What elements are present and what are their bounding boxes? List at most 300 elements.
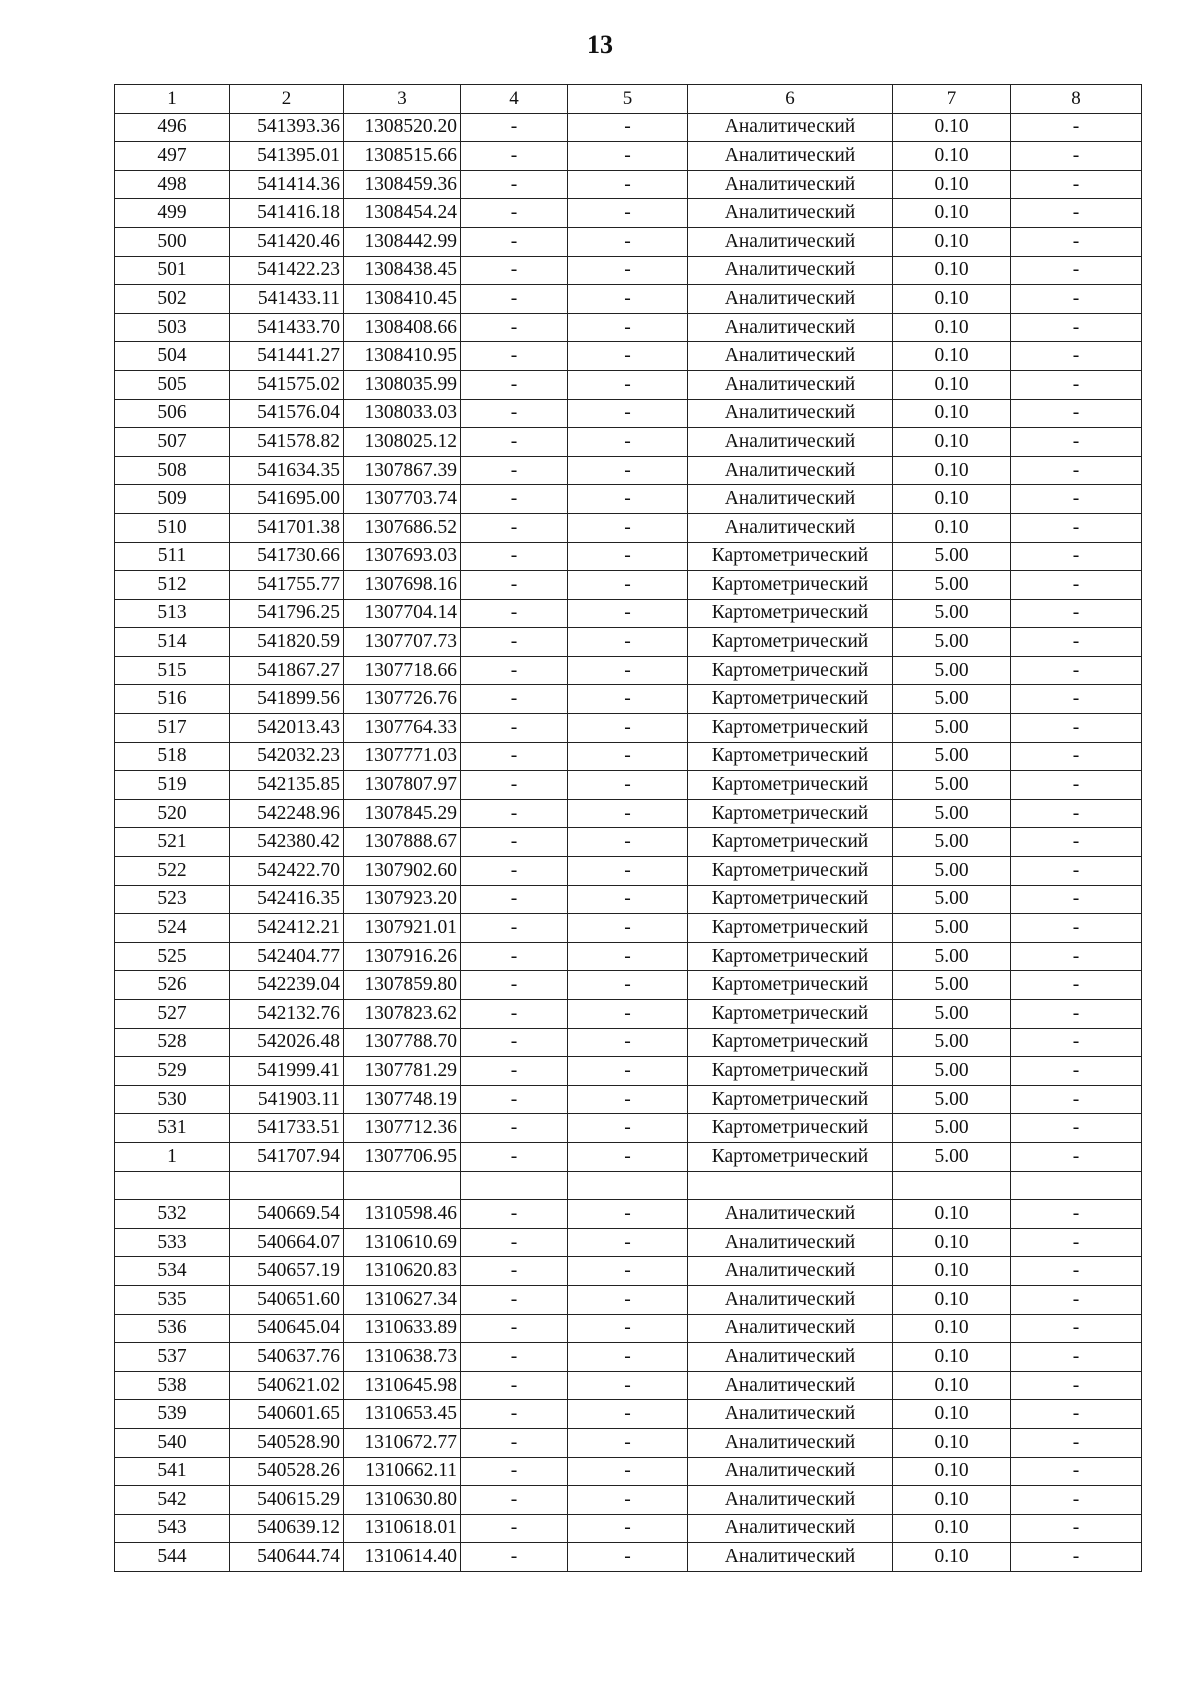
table-row — [115, 1400, 1142, 1429]
table-cell: - — [1011, 685, 1142, 714]
table-cell: 541733.51 — [230, 1114, 344, 1143]
table-cell: 1307703.74 — [344, 485, 461, 514]
table-cell: - — [568, 513, 688, 542]
table-cell: Аналитический — [688, 1371, 893, 1400]
table-row — [115, 599, 1142, 628]
table-cell: 1307764.33 — [344, 714, 461, 743]
table-cell: 1307693.03 — [344, 542, 461, 571]
table-cell: 1308408.66 — [344, 313, 461, 342]
table-cell — [688, 1171, 893, 1200]
table-cell: 541420.46 — [230, 227, 344, 256]
table-cell: 540669.54 — [230, 1200, 344, 1229]
table-cell: - — [568, 256, 688, 285]
table-cell: - — [568, 456, 688, 485]
table-cell: Картометрический — [688, 828, 893, 857]
table-cell: 5.00 — [893, 1057, 1011, 1086]
table-cell: 5.00 — [893, 742, 1011, 771]
table-cell: 1310598.46 — [344, 1200, 461, 1229]
table-cell: - — [1011, 227, 1142, 256]
table-row — [115, 1371, 1142, 1400]
table-cell: Аналитический — [688, 1543, 893, 1572]
table-cell: Картометрический — [688, 685, 893, 714]
table-cell: - — [568, 199, 688, 228]
table-cell: 1307807.97 — [344, 771, 461, 800]
table-cell: 510 — [115, 513, 230, 542]
table-cell: 541701.38 — [230, 513, 344, 542]
table-cell: - — [461, 685, 568, 714]
table-cell: - — [461, 571, 568, 600]
table-cell: - — [1011, 1200, 1142, 1229]
table-cell: 542 — [115, 1486, 230, 1515]
table-cell: 540664.07 — [230, 1228, 344, 1257]
table-cell: Картометрический — [688, 599, 893, 628]
table-cell: 0.10 — [893, 1514, 1011, 1543]
table-cell: 542248.96 — [230, 799, 344, 828]
table-cell: Аналитический — [688, 1314, 893, 1343]
table-cell: - — [1011, 1400, 1142, 1429]
table-cell: 1307712.36 — [344, 1114, 461, 1143]
table-cell: 541820.59 — [230, 628, 344, 657]
table-cell: - — [461, 1228, 568, 1257]
table-cell: 0.10 — [893, 1343, 1011, 1372]
table-cell: - — [1011, 1457, 1142, 1486]
table-cell: Аналитический — [688, 227, 893, 256]
table-cell: - — [461, 1142, 568, 1171]
table-cell: - — [1011, 1428, 1142, 1457]
table-cell: - — [461, 1543, 568, 1572]
table-cell: 1308459.36 — [344, 170, 461, 199]
table-cell: - — [568, 1000, 688, 1029]
table-cell: Аналитический — [688, 1400, 893, 1429]
table-cell: 500 — [115, 227, 230, 256]
table-cell: - — [568, 542, 688, 571]
table-cell: - — [568, 142, 688, 171]
table-cell: - — [1011, 799, 1142, 828]
table-row — [115, 1028, 1142, 1057]
table-cell: Аналитический — [688, 1285, 893, 1314]
table-row — [115, 1314, 1142, 1343]
table-cell: 501 — [115, 256, 230, 285]
table-cell: 502 — [115, 285, 230, 314]
table-cell: 513 — [115, 599, 230, 628]
table-row — [115, 1057, 1142, 1086]
table-cell: Аналитический — [688, 1514, 893, 1543]
table-cell: 0.10 — [893, 285, 1011, 314]
table-cell: 0.10 — [893, 1257, 1011, 1286]
table-row — [115, 799, 1142, 828]
table-row — [115, 1486, 1142, 1515]
table-cell: 1310630.80 — [344, 1486, 461, 1515]
table-cell: - — [568, 1343, 688, 1372]
table-cell: 1307748.19 — [344, 1085, 461, 1114]
table-cell: - — [568, 1085, 688, 1114]
table-cell: - — [568, 485, 688, 514]
table-cell: - — [1011, 857, 1142, 886]
table-row — [115, 370, 1142, 399]
table-cell: - — [568, 1200, 688, 1229]
table-cell: 539 — [115, 1400, 230, 1429]
table-cell: - — [461, 1400, 568, 1429]
table-cell: - — [461, 942, 568, 971]
table-cell: - — [1011, 599, 1142, 628]
table-cell: 542026.48 — [230, 1028, 344, 1057]
table-cell: 1307698.16 — [344, 571, 461, 600]
table-cell: 1308410.95 — [344, 342, 461, 371]
table-cell: 1307845.29 — [344, 799, 461, 828]
coordinates-table — [114, 84, 1142, 1572]
table-cell: - — [1011, 256, 1142, 285]
table-cell: - — [1011, 1257, 1142, 1286]
table-cell: - — [568, 428, 688, 457]
table-cell: 525 — [115, 942, 230, 971]
table-cell: 0.10 — [893, 170, 1011, 199]
table-cell: - — [568, 285, 688, 314]
table-cell: - — [461, 399, 568, 428]
table-cell: 541575.02 — [230, 370, 344, 399]
table-cell: Картометрический — [688, 542, 893, 571]
table-cell: 542135.85 — [230, 771, 344, 800]
table-cell: Аналитический — [688, 199, 893, 228]
table-cell: Аналитический — [688, 1257, 893, 1286]
table-cell: 542013.43 — [230, 714, 344, 743]
table-cell: Аналитический — [688, 313, 893, 342]
table-cell: Картометрический — [688, 714, 893, 743]
table-cell: 540528.26 — [230, 1457, 344, 1486]
table-cell: - — [1011, 170, 1142, 199]
table-cell: 5.00 — [893, 599, 1011, 628]
column-header: 4 — [461, 85, 568, 114]
table-cell: 1308515.66 — [344, 142, 461, 171]
table-row — [115, 828, 1142, 857]
table-cell: 1307706.95 — [344, 1142, 461, 1171]
table-row — [115, 942, 1142, 971]
table-cell: 541755.77 — [230, 571, 344, 600]
table-row — [115, 485, 1142, 514]
table-cell — [1011, 1171, 1142, 1200]
table-cell: Картометрический — [688, 1085, 893, 1114]
table-cell: - — [1011, 428, 1142, 457]
table-cell: - — [1011, 885, 1142, 914]
table-cell: - — [461, 885, 568, 914]
table-cell: 0.10 — [893, 1543, 1011, 1572]
table-cell: 514 — [115, 628, 230, 657]
table-cell: - — [568, 1028, 688, 1057]
table-row — [115, 1543, 1142, 1572]
table-cell: 507 — [115, 428, 230, 457]
table-cell: - — [461, 142, 568, 171]
table-cell: - — [461, 828, 568, 857]
table-cell: - — [1011, 771, 1142, 800]
table-cell: - — [568, 914, 688, 943]
table-cell: - — [461, 256, 568, 285]
table-cell: 523 — [115, 885, 230, 914]
table-cell: Картометрический — [688, 1114, 893, 1143]
table-cell: 5.00 — [893, 628, 1011, 657]
table-cell: 1307726.76 — [344, 685, 461, 714]
table-cell: 542422.70 — [230, 857, 344, 886]
table-cell: 531 — [115, 1114, 230, 1143]
table-cell: 506 — [115, 399, 230, 428]
table-cell: Картометрический — [688, 1057, 893, 1086]
table-cell: - — [461, 1457, 568, 1486]
table-cell: Аналитический — [688, 142, 893, 171]
table-cell: - — [1011, 1114, 1142, 1143]
table-cell: - — [568, 342, 688, 371]
table-cell: - — [568, 857, 688, 886]
table-cell: - — [461, 1343, 568, 1372]
column-header: 5 — [568, 85, 688, 114]
table-cell: - — [568, 1428, 688, 1457]
table-cell: - — [568, 1400, 688, 1429]
column-header: 2 — [230, 85, 344, 114]
table-cell: 541634.35 — [230, 456, 344, 485]
table-cell: 1310653.45 — [344, 1400, 461, 1429]
table-cell: - — [568, 1228, 688, 1257]
table-cell: - — [461, 914, 568, 943]
table-cell: 0.10 — [893, 485, 1011, 514]
table-row — [115, 1514, 1142, 1543]
table-cell: 1310645.98 — [344, 1371, 461, 1400]
table-cell: - — [1011, 456, 1142, 485]
table-cell: - — [1011, 1486, 1142, 1515]
table-cell: 541899.56 — [230, 685, 344, 714]
table-cell: Аналитический — [688, 1486, 893, 1515]
table-cell: 1310672.77 — [344, 1428, 461, 1457]
table-cell: - — [1011, 513, 1142, 542]
table-cell: - — [461, 1285, 568, 1314]
table-row — [115, 885, 1142, 914]
table-cell: 0.10 — [893, 256, 1011, 285]
table-cell: 540645.04 — [230, 1314, 344, 1343]
table-cell — [344, 1171, 461, 1200]
table-cell: 535 — [115, 1285, 230, 1314]
table-cell: 527 — [115, 1000, 230, 1029]
table-cell: 0.10 — [893, 142, 1011, 171]
table-cell: 5.00 — [893, 942, 1011, 971]
table-cell: Аналитический — [688, 285, 893, 314]
table-cell: - — [1011, 828, 1142, 857]
table-cell — [461, 1171, 568, 1200]
table-cell: - — [1011, 914, 1142, 943]
table-cell: 504 — [115, 342, 230, 371]
table-cell: 526 — [115, 971, 230, 1000]
table-cell: - — [568, 656, 688, 685]
table-cell: - — [1011, 1514, 1142, 1543]
table-row — [115, 113, 1142, 142]
table-cell: 541416.18 — [230, 199, 344, 228]
table-cell: - — [1011, 1142, 1142, 1171]
table-cell: 497 — [115, 142, 230, 171]
table-row — [115, 714, 1142, 743]
table-cell: - — [568, 628, 688, 657]
table-cell: - — [1011, 656, 1142, 685]
table-cell: Аналитический — [688, 1428, 893, 1457]
table-cell: - — [1011, 1000, 1142, 1029]
table-cell: - — [461, 199, 568, 228]
table-cell: 5.00 — [893, 571, 1011, 600]
table-cell: - — [568, 313, 688, 342]
table-row — [115, 313, 1142, 342]
table-cell: Аналитический — [688, 428, 893, 457]
table-cell: 0.10 — [893, 1371, 1011, 1400]
table-row — [115, 971, 1142, 1000]
table-row — [115, 1200, 1142, 1229]
table-row — [115, 285, 1142, 314]
table-cell: 1308454.24 — [344, 199, 461, 228]
table-cell: 1310662.11 — [344, 1457, 461, 1486]
table-cell: 542380.42 — [230, 828, 344, 857]
table-cell: 541796.25 — [230, 599, 344, 628]
table-cell: 517 — [115, 714, 230, 743]
table-cell: 1308438.45 — [344, 256, 461, 285]
table-cell: - — [568, 1486, 688, 1515]
table-cell: 0.10 — [893, 1400, 1011, 1429]
table-cell: 496 — [115, 113, 230, 142]
table-row — [115, 914, 1142, 943]
table-cell: - — [568, 1142, 688, 1171]
table-cell: Аналитический — [688, 1343, 893, 1372]
table-cell: - — [461, 1028, 568, 1057]
table-cell — [230, 1171, 344, 1200]
column-header: 6 — [688, 85, 893, 114]
table-cell: - — [568, 399, 688, 428]
table-cell: 1307823.62 — [344, 1000, 461, 1029]
table-row — [115, 742, 1142, 771]
table-cell: 1307859.80 — [344, 971, 461, 1000]
table-cell: 1307888.67 — [344, 828, 461, 857]
table-cell: - — [1011, 113, 1142, 142]
table-row — [115, 656, 1142, 685]
table-cell: - — [568, 227, 688, 256]
table-cell: - — [461, 742, 568, 771]
table-cell: 5.00 — [893, 542, 1011, 571]
table-cell: 0.10 — [893, 370, 1011, 399]
table-cell: 0.10 — [893, 313, 1011, 342]
table-cell: 542132.76 — [230, 1000, 344, 1029]
table-cell: Картометрический — [688, 971, 893, 1000]
table-row — [115, 1085, 1142, 1114]
table-cell: 5.00 — [893, 914, 1011, 943]
table-cell: 5.00 — [893, 828, 1011, 857]
table-cell: 5.00 — [893, 771, 1011, 800]
table-cell: 1307704.14 — [344, 599, 461, 628]
table-cell: 0.10 — [893, 1457, 1011, 1486]
table-cell: 1310620.83 — [344, 1257, 461, 1286]
table-row — [115, 399, 1142, 428]
table-cell: 1307788.70 — [344, 1028, 461, 1057]
table-cell: 541 — [115, 1457, 230, 1486]
table-cell: Картометрический — [688, 628, 893, 657]
table-cell: - — [1011, 1314, 1142, 1343]
table-row — [115, 1343, 1142, 1372]
table-row — [115, 170, 1142, 199]
table-cell: - — [461, 1057, 568, 1086]
table-row — [115, 513, 1142, 542]
table-cell: 0.10 — [893, 399, 1011, 428]
table-cell: - — [1011, 1543, 1142, 1572]
table-cell: 5.00 — [893, 685, 1011, 714]
table-row — [115, 1257, 1142, 1286]
table-cell: 522 — [115, 857, 230, 886]
table-cell: - — [461, 1114, 568, 1143]
table-cell: Картометрический — [688, 1028, 893, 1057]
table-cell: - — [568, 1057, 688, 1086]
table-cell: - — [568, 971, 688, 1000]
table-cell: - — [1011, 1285, 1142, 1314]
table-cell: 5.00 — [893, 799, 1011, 828]
table-cell: - — [461, 370, 568, 399]
table-cell: 1310618.01 — [344, 1514, 461, 1543]
table-cell: 534 — [115, 1257, 230, 1286]
table-cell: 505 — [115, 370, 230, 399]
table-row — [115, 1228, 1142, 1257]
table-cell: Картометрический — [688, 742, 893, 771]
table-cell: - — [1011, 714, 1142, 743]
table-cell: 1308033.03 — [344, 399, 461, 428]
column-header: 7 — [893, 85, 1011, 114]
column-header: 3 — [344, 85, 461, 114]
table-cell: - — [1011, 485, 1142, 514]
table-cell: 0.10 — [893, 227, 1011, 256]
table-cell: 541903.11 — [230, 1085, 344, 1114]
table-cell: 519 — [115, 771, 230, 800]
table-cell — [568, 1171, 688, 1200]
table-cell: 5.00 — [893, 1028, 1011, 1057]
table-cell: 1307781.29 — [344, 1057, 461, 1086]
table-cell: - — [568, 742, 688, 771]
table-row — [115, 456, 1142, 485]
table-cell: - — [568, 1371, 688, 1400]
table-cell: - — [461, 1514, 568, 1543]
table-cell: 499 — [115, 199, 230, 228]
table-cell: 0.10 — [893, 199, 1011, 228]
table-cell: 529 — [115, 1057, 230, 1086]
table-cell: 528 — [115, 1028, 230, 1057]
table-cell: 0.10 — [893, 1228, 1011, 1257]
table-cell: 1310614.40 — [344, 1543, 461, 1572]
table-cell: Аналитический — [688, 342, 893, 371]
table-cell: - — [461, 513, 568, 542]
table-cell: - — [568, 828, 688, 857]
table-cell: - — [568, 942, 688, 971]
table-cell: 538 — [115, 1371, 230, 1400]
table-cell: - — [461, 628, 568, 657]
table-row — [115, 771, 1142, 800]
table-cell: - — [461, 1000, 568, 1029]
table-cell: 1308442.99 — [344, 227, 461, 256]
table-cell: - — [461, 1257, 568, 1286]
table-cell: 540657.19 — [230, 1257, 344, 1286]
table-cell: - — [461, 1371, 568, 1400]
table-cell: 0.10 — [893, 1285, 1011, 1314]
table-row — [115, 1171, 1142, 1200]
table-cell: 530 — [115, 1085, 230, 1114]
table-cell: 541695.00 — [230, 485, 344, 514]
table-cell: Картометрический — [688, 857, 893, 886]
table-cell: 533 — [115, 1228, 230, 1257]
table-row — [115, 1114, 1142, 1143]
table-cell: 540528.90 — [230, 1428, 344, 1457]
table-cell: Картометрический — [688, 771, 893, 800]
table-cell: - — [461, 1428, 568, 1457]
table-cell: - — [568, 885, 688, 914]
table-cell: 540644.74 — [230, 1543, 344, 1572]
table-cell: 541730.66 — [230, 542, 344, 571]
table-row — [115, 227, 1142, 256]
table-cell: Аналитический — [688, 256, 893, 285]
table-cell: 541867.27 — [230, 656, 344, 685]
table-cell: 5.00 — [893, 885, 1011, 914]
